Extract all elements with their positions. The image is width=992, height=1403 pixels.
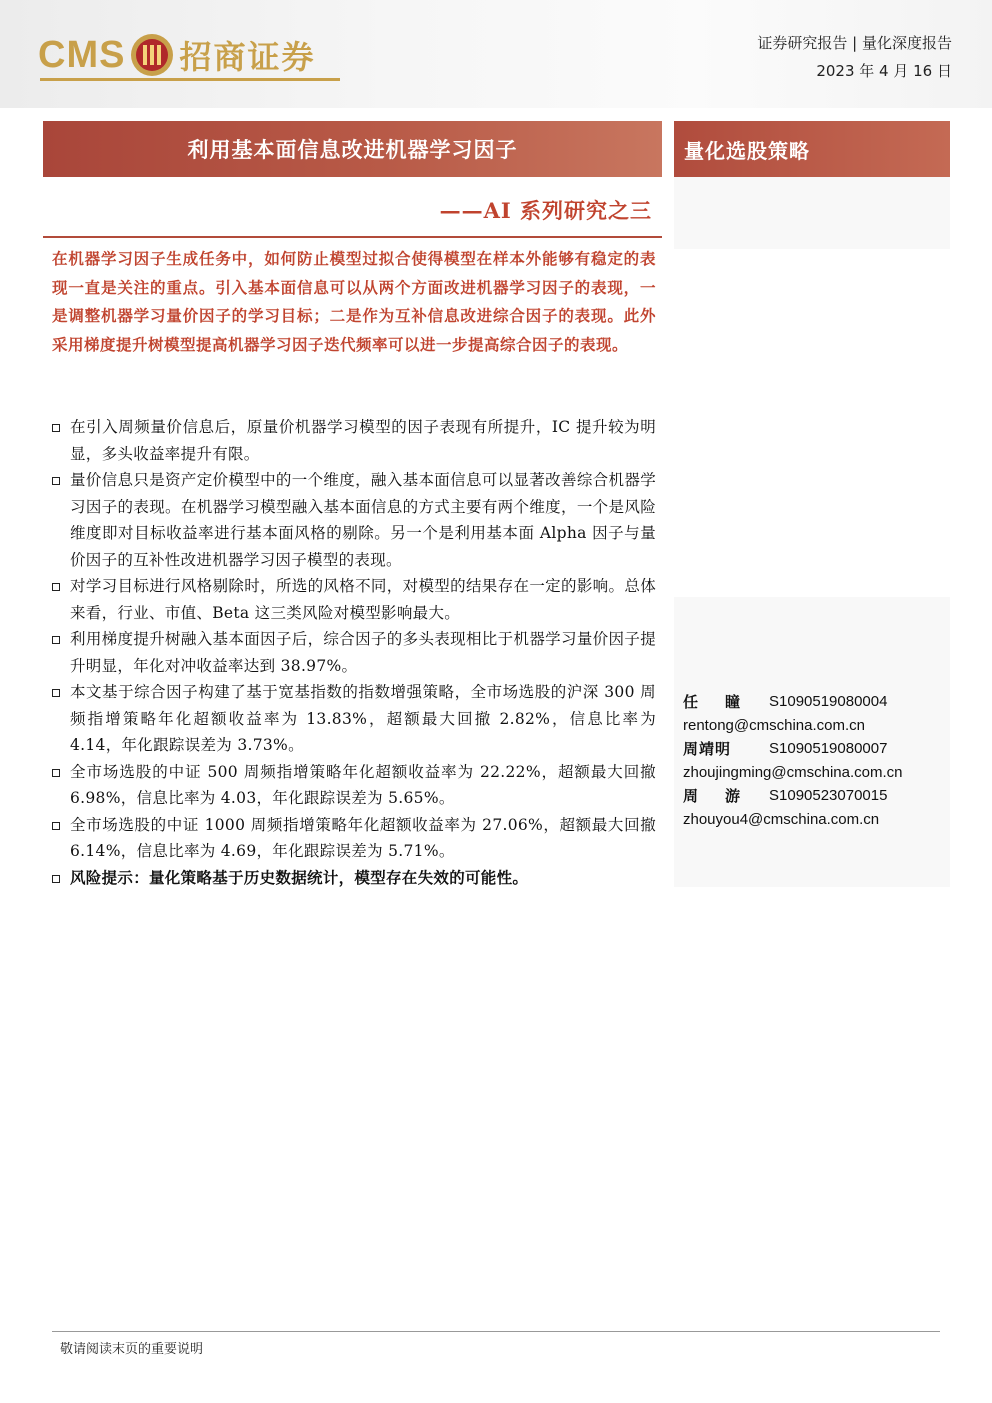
logo-emblem-icon bbox=[129, 32, 175, 78]
analyst-name: 任 瞳 bbox=[683, 693, 747, 712]
list-item: 全市场选股的中证 1000 周频指增策略年化超额收益率为 27.06%，超额最大回撤 6.14%，信息比率为 4.69，年化跟踪误差为 5.71%。 bbox=[50, 812, 656, 865]
company-logo bbox=[38, 30, 315, 80]
title-bar bbox=[43, 121, 662, 177]
analyst-row bbox=[683, 784, 943, 808]
checkbox-square-icon bbox=[52, 424, 60, 432]
analyst-email[interactable]: zhouyou4@cmschina.com.cn bbox=[683, 810, 880, 828]
list-item: 对学习目标进行风格剔除时，所选的风格不同，对模型的结果存在一定的影响。总体来看，行业、市值、Beta 这三类风险对模型影响最大。 bbox=[50, 573, 656, 626]
key-points-list bbox=[50, 414, 656, 891]
analyst-license: S1090523070015 bbox=[769, 787, 888, 805]
analyst-name: 周 游 bbox=[683, 787, 747, 806]
checkbox-square-icon bbox=[52, 583, 60, 591]
list-item: 量价信息只是资产定价模型中的一个维度，融入基本面信息可以显著改善综合机器学习因子的表现。在机器学习模型融入基本面信息的方式主要有两个维度，一个是风险维度即对目标收益率进行基本面风格的剔除。另一个是利用基本面 Alpha 因子与量价因子的互补性改进机器学习因子模型的表现。 bbox=[50, 467, 656, 573]
sidebar-header bbox=[674, 121, 950, 177]
title-divider bbox=[43, 236, 662, 238]
logo-latin: CMS bbox=[38, 33, 126, 76]
analyst-row bbox=[683, 737, 943, 761]
list-item: 利用梯度提升树融入基本面因子后，综合因子的多头表现相比于机器学习量价因子提升明显，年化对冲收益率达到 38.97%。 bbox=[50, 626, 656, 679]
checkbox-square-icon bbox=[52, 689, 60, 697]
analyst-license: S1090519080007 bbox=[769, 740, 888, 758]
checkbox-square-icon bbox=[52, 477, 60, 485]
checkbox-square-icon bbox=[52, 769, 60, 777]
page-title: 利用基本面信息改进机器学习因子 bbox=[187, 137, 518, 162]
footer-disclaimer: 敬请阅读末页的重要说明 bbox=[60, 1342, 204, 1357]
sidebar-category: 量化选股策略 bbox=[684, 138, 810, 163]
analyst-email[interactable]: rentong@cmschina.com.cn bbox=[683, 716, 865, 734]
footer-divider bbox=[52, 1331, 940, 1332]
analyst-name: 周靖明 bbox=[683, 740, 732, 759]
analyst-email[interactable]: zhoujingming@cmschina.com.cn bbox=[683, 763, 903, 781]
analyst-license: S1090519080004 bbox=[769, 693, 888, 711]
checkbox-square-icon bbox=[52, 636, 60, 644]
checkbox-square-icon bbox=[52, 822, 60, 830]
analyst-list bbox=[683, 690, 943, 831]
analyst-row bbox=[683, 690, 943, 714]
report-type: 证券研究报告 | 量化深度报告 bbox=[757, 34, 952, 52]
logo-chinese: 招商证券 bbox=[179, 38, 316, 76]
page-subtitle: ——AI 系列研究之三 bbox=[439, 198, 652, 223]
checkbox-square-icon bbox=[52, 875, 60, 883]
abstract-text: 在机器学习因子生成任务中，如何防止模型过拟合使得模型在样本外能够有稳定的表现一直是关注的重点。引入基本面信息可以从两个方面改进机器学习因子的表现，一是调整机器学习量价因子的学习目标；二是作为互补信息改进综合因子的表现。此外采用梯度提升树模型提高机器学习因子迭代频率可以进一步提高综合因子的表现。 bbox=[52, 249, 656, 354]
logo-underline bbox=[40, 78, 340, 81]
list-item: 在引入周频量价信息后，原量价机器学习模型的因子表现有所提升，IC 提升较为明显，多头收益率提升有限。 bbox=[50, 414, 656, 467]
list-item: 全市场选股的中证 500 周频指增策略年化超额收益率为 22.22%，超额最大回撤 6.98%，信息比率为 4.03，年化跟踪误差为 5.65%。 bbox=[50, 759, 656, 812]
risk-warning: 风险提示：量化策略基于历史数据统计，模型存在失效的可能性。 bbox=[50, 865, 656, 892]
report-date: 2023 年 4 月 16 日 bbox=[816, 62, 952, 80]
sidebar-gap bbox=[674, 249, 950, 597]
list-item: 本文基于综合因子构建了基于宽基指数的指数增强策略，全市场选股的沪深 300 周频指增策略年化超额收益率为 13.83%，超额最大回撤 2.82%，信息比率为 4.14，年化跟踪误差为 3.73%。 bbox=[50, 679, 656, 759]
